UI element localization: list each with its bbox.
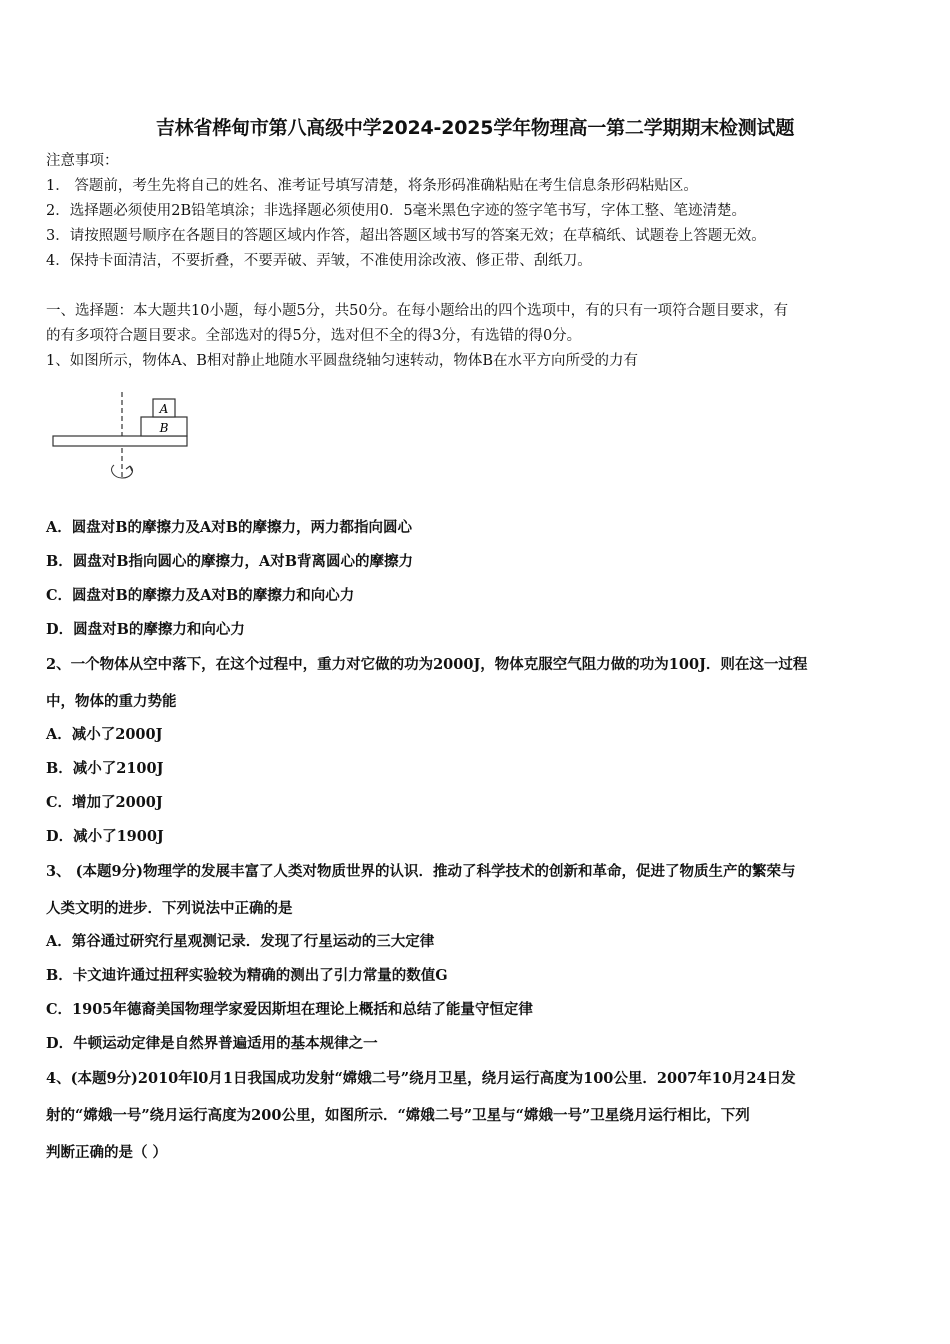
page-title: 吉林省桦甸市第八高级中学2024-2025学年物理高一第二学期期末检测试题 bbox=[155, 117, 795, 139]
q1-option-c: C．圆盘对B的摩擦力及A对B的摩擦力和向心力 bbox=[46, 587, 355, 604]
question-4-stem-line-1: 4、(本题9分)2010年l0月1日我国成功发射“嫦娥二号”绕月卫星，绕月运行高度为100公里．2007年10月24日发 bbox=[46, 1070, 796, 1087]
q1-option-b: B．圆盘对B指向圆心的摩擦力，A对B背离圆心的摩擦力 bbox=[46, 553, 414, 570]
question-3-stem-line-2: 人类文明的进步．下列说法中正确的是 bbox=[46, 900, 293, 917]
notes-heading: 注意事项： bbox=[46, 153, 119, 169]
question-4-stem-line-2: 射的“嫦娥一号”绕月运行高度为200公里，如图所示．“嫦娥二号”卫星与“嫦娥一号”卫星绕月运行相比，下列 bbox=[46, 1107, 750, 1124]
q2-option-d: D．减小了1900J bbox=[46, 828, 164, 845]
q3-option-b: B．卡文迪许通过扭秤实验较为精确的测出了引力常量的数值G bbox=[46, 967, 448, 984]
q1-option-a: A．圆盘对B的摩擦力及A对B的摩擦力，两力都指向圆心 bbox=[46, 519, 413, 536]
section-instructions-line-1: 一、选择题：本大题共10小题，每小题5分，共50分。在每小题给出的四个选项中，有的只有一项符合题目要求，有 bbox=[46, 303, 789, 319]
question-2-stem-line-1: 2、一个物体从空中落下，在这个过程中，重力对它做的功为2000J，物体克服空气阻力做的功为100J．则在这一过程 bbox=[46, 656, 808, 673]
q3-option-d: D．牛顿运动定律是自然界普遍适用的基本规律之一 bbox=[46, 1035, 378, 1052]
q3-option-c: C．1905年德裔美国物理学家爱因斯坦在理论上概括和总结了能量守恒定律 bbox=[46, 1001, 533, 1018]
section-instructions-line-2: 的有多项符合题目要求。全部选对的得5分，选对但不全的得3分，有选错的得0分。 bbox=[46, 328, 582, 344]
block-b-label: B bbox=[159, 421, 169, 435]
q2-option-a: A．减小了2000J bbox=[46, 726, 163, 743]
note-item-2: 2．选择题必须使用2B铅笔填涂；非选择题必须使用0．5毫米黑色字迹的签字笔书写，字体工整、笔迹清楚。 bbox=[46, 203, 747, 219]
q2-option-b: B．减小了2100J bbox=[46, 760, 164, 777]
question-2-stem-line-2: 中，物体的重力势能 bbox=[46, 693, 177, 710]
disc bbox=[53, 436, 187, 446]
block-a-label: A bbox=[159, 402, 169, 416]
question-1-stem: 1、如图所示，物体A、B相对静止地随水平圆盘绕轴匀速转动，物体B在水平方向所受的力有 bbox=[46, 353, 639, 369]
q3-option-a: A．第谷通过研究行星观测记录．发现了行星运动的三大定律 bbox=[46, 933, 435, 950]
q1-option-d: D．圆盘对B的摩擦力和向心力 bbox=[46, 621, 245, 638]
question-4-stem-line-3: 判断正确的是（ ） bbox=[46, 1144, 168, 1161]
note-item-1: 1． 答题前，考生先将自己的姓名、准考证号填写清楚，将条形码准确粘贴在考生信息条形码粘贴区。 bbox=[46, 178, 698, 194]
question-3-stem-line-1: 3、 (本题9分)物理学的发展丰富了人类对物质世界的认识．推动了科学技术的创新和革命，促进了物质生产的繁荣与 bbox=[46, 863, 796, 880]
note-item-4: 4．保持卡面清洁，不要折叠，不要弄破、弄皱，不准使用涂改液、修正带、刮纸刀。 bbox=[46, 253, 592, 269]
rotating-disc-figure bbox=[50, 390, 200, 490]
rotating-disc-diagram bbox=[50, 390, 200, 486]
q2-option-c: C．增加了2000J bbox=[46, 794, 163, 811]
note-item-3: 3．请按照题号顺序在各题目的答题区域内作答，超出答题区域书写的答案无效；在草稿纸、试题卷上答题无效。 bbox=[46, 228, 766, 244]
